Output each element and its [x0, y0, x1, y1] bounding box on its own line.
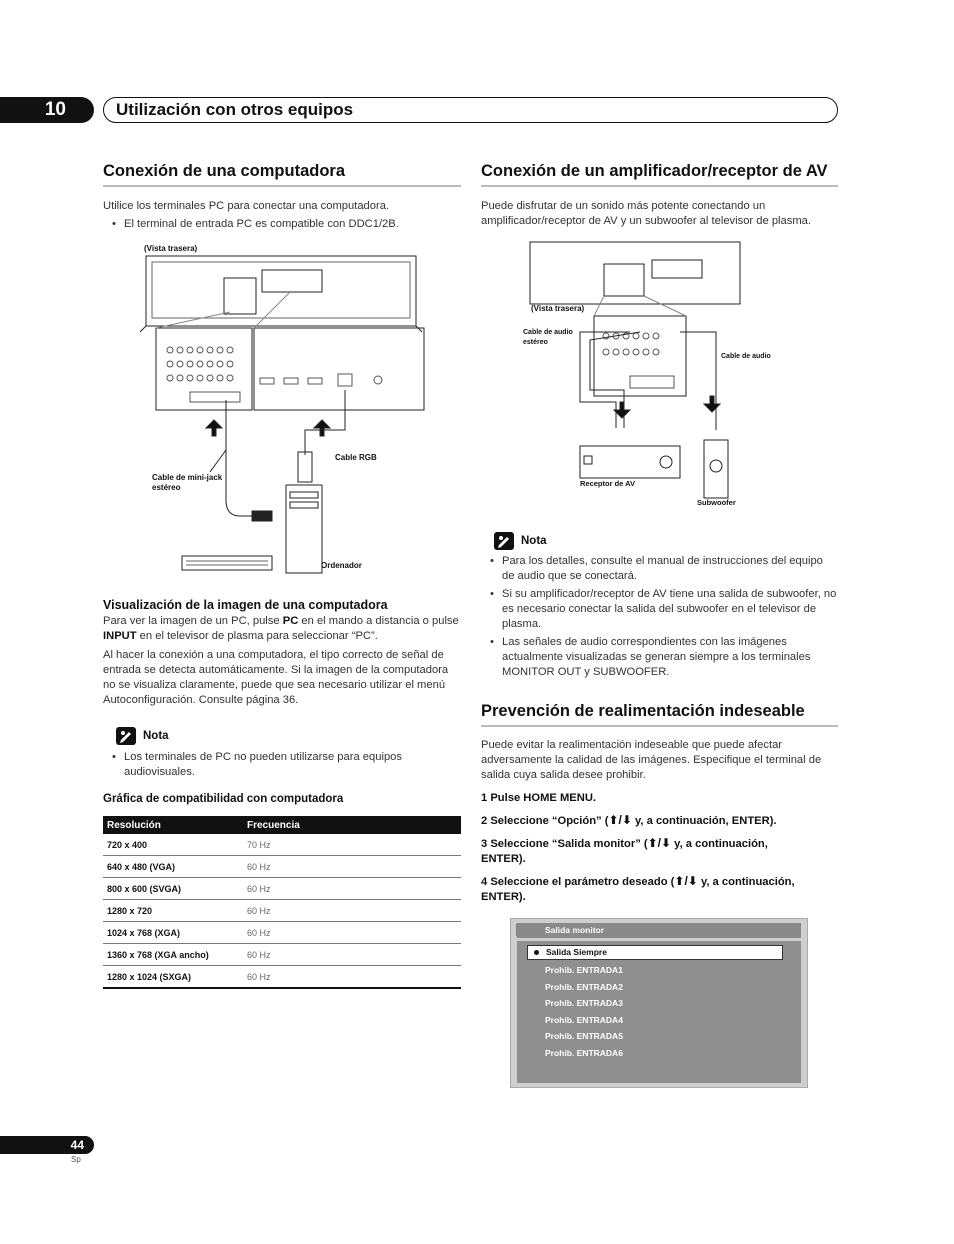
frequency-cell: 60 Hz — [243, 856, 461, 878]
right-note-item: • Si su amplificador/receptor de AV tiene una salida de subwoofer, no es necesario conectar la salida del subwoofer en el televisor de plasma. — [502, 587, 838, 632]
input-key: INPUT — [103, 630, 137, 642]
label-rgb-cable: Cable RGB — [335, 453, 377, 462]
left-note-item: • Los terminales de PC no pueden utilizarse para equipos audiovisuales. — [124, 750, 454, 780]
frequency-cell: 60 Hz — [243, 922, 461, 944]
para1-text-a: Para ver la imagen de un PC, pulse — [103, 615, 283, 627]
step-3-text-a: 3 Seleccione “Salida monitor” ( — [481, 838, 648, 850]
right-note-item: • Las señales de audio correspondientes con las imágenes actualmente visualizadas se generan siempre a los terminales MONITOR OUT y SUBWOOFER. — [502, 635, 838, 680]
osd-option[interactable]: Prohib. ENTRADA5 — [545, 1031, 623, 1041]
table-header-frequency: Frecuencia — [243, 816, 461, 834]
step-2-text-a: 2 Seleccione “Opción” ( — [481, 815, 609, 827]
pc-connection-diagram — [140, 240, 430, 580]
table-row — [103, 922, 461, 944]
page-language: Sp — [71, 1155, 81, 1164]
pc-key: PC — [282, 615, 299, 627]
step-1: 1 Pulse HOME MENU. — [481, 792, 597, 804]
step-3-text-c: ENTER). — [481, 853, 526, 865]
table-row — [103, 856, 461, 878]
table-row — [103, 944, 461, 966]
frequency-cell: 60 Hz — [243, 878, 461, 900]
label-av-receiver: Receptor de AV — [580, 479, 636, 488]
osd-panel — [517, 941, 801, 1083]
frequency-cell: 70 Hz — [243, 834, 461, 856]
para1-text-b: en el mando a distancia o pulse — [298, 615, 459, 627]
table-row — [103, 878, 461, 900]
osd-option[interactable]: Prohib. ENTRADA4 — [545, 1015, 623, 1025]
step-4 — [481, 874, 795, 905]
osd-menu — [510, 918, 808, 1088]
computer-intro: Utilice los terminales PC para conectar una computadora. — [103, 200, 390, 212]
label-audio-cable: Cable de audio — [721, 353, 771, 360]
resolution-cell: 1280 x 720 — [103, 900, 243, 922]
section-title-computer: Conexión de una computadora — [103, 162, 461, 187]
resolution-cell: 1024 x 768 (XGA) — [103, 922, 243, 944]
sub-title-view-image: Visualización de la imagen de una computadora — [103, 598, 388, 612]
table-title: Gráfica de compatibilidad con computadora — [103, 793, 344, 805]
left-note-title: Nota — [143, 730, 169, 742]
feedback-para: Puede evitar la realimentación indeseable que puede afectar adversamente la calidad de las imágenes. Especifique el terminal de salida cuya salida desee prohibir. — [481, 739, 822, 781]
up-down-arrow-icon: ⬆/⬇ — [608, 813, 632, 827]
label-computer: Ordenador — [321, 561, 362, 570]
chapter-title: Utilización con otros equipos — [103, 97, 838, 123]
label-minijack-cable: Cable de mini-jack estéreo — [152, 473, 223, 492]
up-down-arrow-icon: ⬆/⬇ — [674, 874, 698, 888]
page-number: 44 — [0, 1136, 94, 1154]
left-label-rear: (Vista trasera) — [144, 244, 198, 253]
step-4-text-c: ENTER). — [481, 891, 526, 903]
step-3-text-b: y, a continuación, — [671, 838, 768, 850]
right-note-item: • Para los detalles, consulte el manual de instrucciones del equipo de audio que se conectará. — [502, 554, 838, 584]
table-row — [103, 834, 461, 856]
resolution-cell: 1280 x 1024 (SXGA) — [103, 966, 243, 989]
osd-option[interactable]: Prohib. ENTRADA2 — [545, 982, 623, 992]
frequency-cell: 60 Hz — [243, 966, 461, 989]
step-2-text-b: y, a continuación, ENTER). — [631, 815, 777, 827]
chapter-number: 10 — [0, 97, 94, 123]
osd-title: Salida monitor — [517, 923, 801, 938]
resolution-cell: 640 x 480 (VGA) — [103, 856, 243, 878]
up-down-arrow-icon: ⬆/⬇ — [647, 836, 672, 850]
step-2 — [481, 813, 777, 829]
table-row — [103, 966, 461, 989]
osd-option[interactable]: Prohib. ENTRADA6 — [545, 1048, 623, 1058]
frequency-cell: 60 Hz — [243, 900, 461, 922]
right-note-title: Nota — [521, 535, 547, 547]
av-connection-diagram — [520, 240, 750, 510]
osd-option-selected[interactable]: Salida Siempre — [527, 945, 783, 960]
step-3 — [481, 836, 768, 867]
resolution-cell: 720 x 400 — [103, 834, 243, 856]
osd-option[interactable]: Prohib. ENTRADA3 — [545, 998, 623, 1008]
label-stereo-audio-cable: Cable de audio estéreo — [523, 329, 573, 346]
compatibility-table — [103, 816, 461, 989]
note-icon — [494, 532, 514, 550]
label-subwoofer: Subwoofer — [697, 498, 736, 507]
amplifier-intro: Puede disfrutar de un sonido más potente conectando un amplificador/receptor de AV y un subwoofer al televisor de plasma. — [481, 200, 811, 227]
view-image-para2: Al hacer la conexión a una computadora, el tipo correcto de señal de entrada se detecta automáticamente. Si la imagen de la computadora no se visualiza claramente, puede que sea necesario utilizar el menú Autoconfiguración. Consulte página 36. — [103, 649, 449, 706]
para1-text-c: en el televisor de plasma para seleccionar “PC”. — [136, 630, 378, 642]
resolution-cell: 800 x 600 (SVGA) — [103, 878, 243, 900]
view-image-para1 — [103, 614, 461, 644]
note-icon — [116, 727, 136, 745]
table-header-resolution: Resolución — [103, 816, 243, 834]
section-title-amplifier: Conexión de un amplificador/receptor de AV — [481, 162, 838, 187]
resolution-cell: 1360 x 768 (XGA ancho) — [103, 944, 243, 966]
step-4-text-b: y, a continuación, — [697, 876, 795, 888]
step-4-text-a: 4 Seleccione el parámetro deseado ( — [481, 876, 675, 888]
table-row — [103, 900, 461, 922]
section-title-feedback: Prevención de realimentación indeseable — [481, 702, 838, 727]
right-label-rear: (Vista trasera) — [531, 304, 585, 313]
computer-bullet: • El terminal de entrada PC es compatible con DDC1/2B. — [124, 217, 399, 232]
frequency-cell: 60 Hz — [243, 944, 461, 966]
osd-option[interactable]: Prohib. ENTRADA1 — [545, 965, 623, 975]
